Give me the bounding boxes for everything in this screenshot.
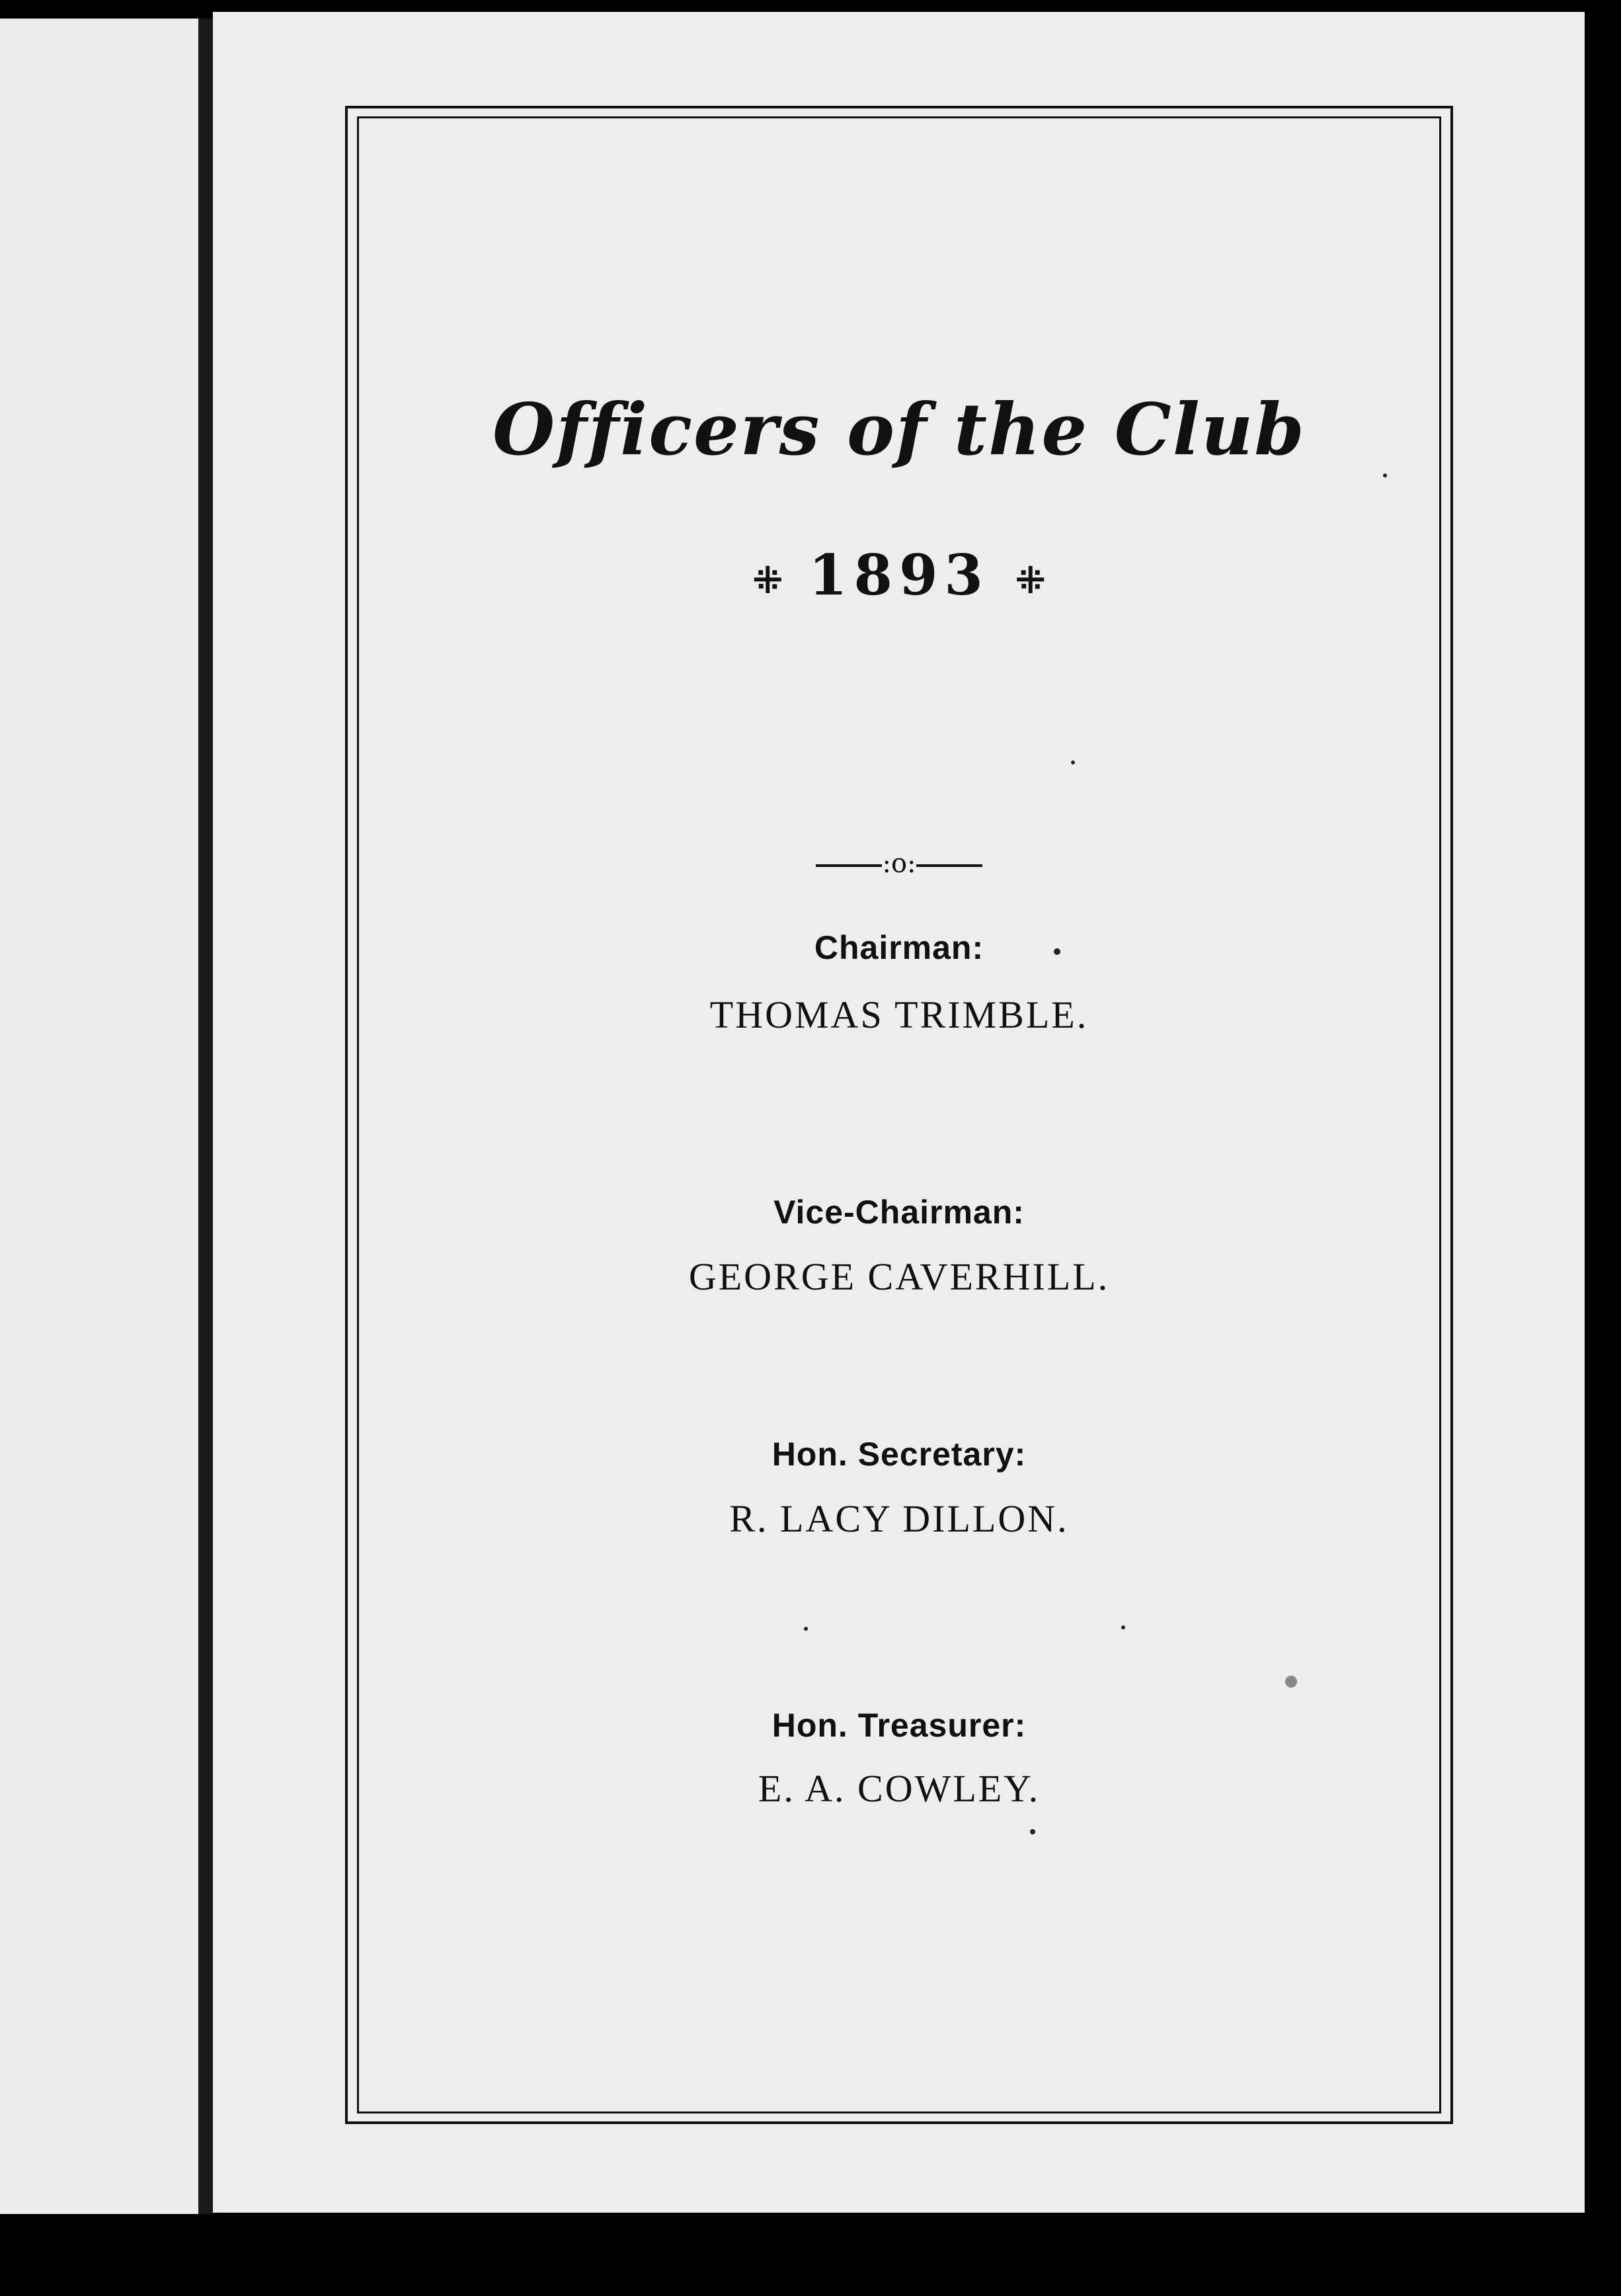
- ink-speck: [1121, 1625, 1125, 1629]
- left-page: [0, 19, 202, 2214]
- officer-name-treasurer: E. A. COWLEY.: [758, 1767, 1041, 1810]
- divider-ornament: :o:: [882, 848, 916, 879]
- officer-name-chairman: THOMAS TRIMBLE.: [709, 993, 1089, 1036]
- ink-speck: [804, 1627, 808, 1631]
- officer-role-chairman: Chairman:: [814, 929, 984, 966]
- year: 1893: [809, 542, 990, 608]
- officer-role-vice-chairman: Vice-Chairman:: [773, 1194, 1025, 1231]
- right-flourish-icon: ⁜: [1015, 559, 1046, 601]
- year-heading: [357, 542, 1441, 608]
- paper-blot: [1285, 1676, 1297, 1688]
- officer-name-vice-chairman: GEORGE CAVERHILL.: [688, 1255, 1110, 1298]
- divider-rule-right: [916, 864, 982, 867]
- page-content: [357, 116, 1441, 2113]
- ink-speck: [1054, 948, 1060, 955]
- ink-speck: [1071, 760, 1075, 764]
- officer-role-secretary: Hon. Secretary:: [771, 1436, 1027, 1473]
- page-title: Officers of the Club: [493, 388, 1306, 472]
- officer-role-treasurer: Hon. Treasurer:: [771, 1707, 1027, 1744]
- ink-speck: [1030, 1829, 1035, 1834]
- section-divider: [357, 850, 1441, 877]
- page-gutter: [198, 19, 213, 2214]
- divider-rule-left: [816, 864, 882, 867]
- left-flourish-icon: ⁜: [752, 559, 783, 601]
- officer-name-secretary: R. LACY DILLON.: [729, 1497, 1069, 1540]
- ink-speck: [1383, 473, 1387, 477]
